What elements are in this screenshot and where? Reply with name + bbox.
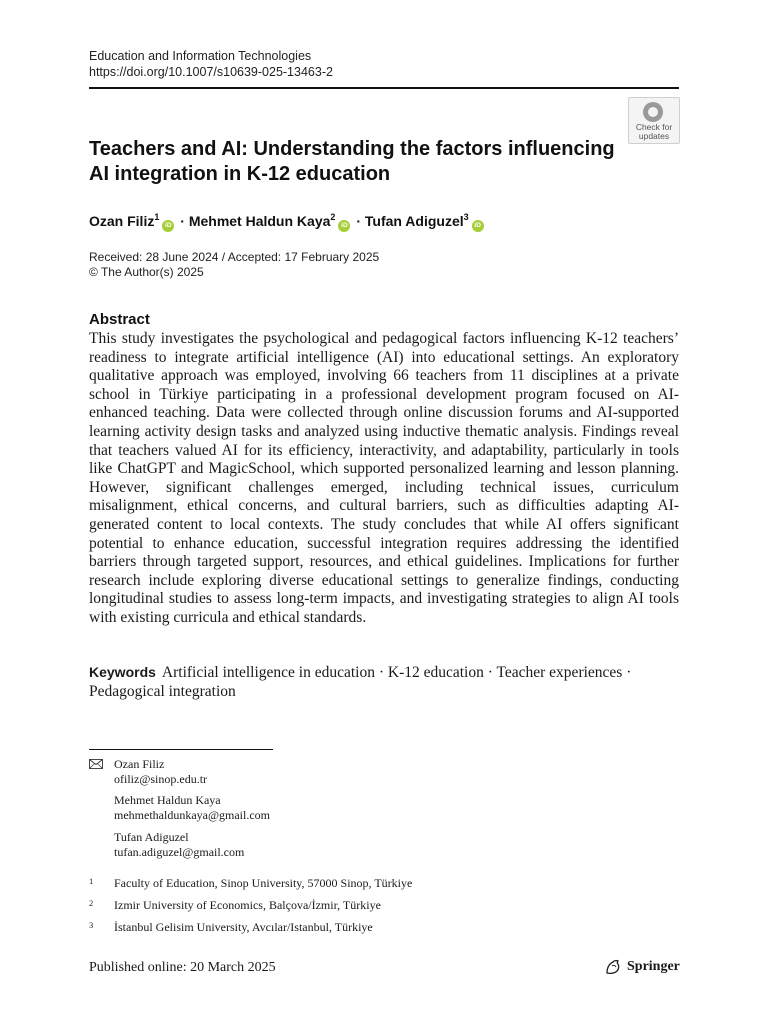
- footnote-rule: [89, 749, 273, 750]
- orcid-icon[interactable]: iD: [472, 220, 484, 232]
- check-for-updates-badge[interactable]: [628, 97, 680, 144]
- contact-email[interactable]: mehmethaldunkaya@gmail.com: [114, 807, 271, 822]
- affiliation-text: İstanbul Gelisim University, Avcılar/Istanbul, Türkiye: [114, 920, 373, 934]
- keywords-block: [89, 663, 679, 701]
- affiliation-number: 3: [89, 920, 94, 930]
- author-separator: ·: [180, 213, 185, 229]
- author-name: Mehmet Haldun Kaya: [188, 213, 331, 229]
- journal-header: [89, 48, 333, 80]
- orcid-icon[interactable]: iD: [338, 220, 350, 232]
- doi-link[interactable]: https://doi.org/10.1007/s10639-025-13463-2: [89, 65, 333, 79]
- affiliation-number: 1: [89, 876, 94, 886]
- contact-entry: [114, 757, 207, 786]
- paper-title: Teachers and AI: Understanding the factors influencing AI integration in K-12 education: [89, 138, 615, 185]
- contact-entry: [114, 830, 244, 859]
- keywords-label: Keywords: [89, 664, 156, 680]
- abstract-heading: Abstract: [89, 311, 150, 328]
- publisher-name: Springer: [627, 959, 680, 974]
- copyright: © The Author(s) 2025: [89, 265, 204, 279]
- abstract-text: This study investigates the psychological and pedagogical factors influencing K-12 teachers’ readiness to integrate artificial intelligence (AI) into educational settings. An exploratory qualitative approach was employed, involving 66 teachers from 11 disciplines at a private school in Türkiye participating in a professional development program focused on AI-enhanced teaching. Data were collected through online discussion forums and AI-supported learning activity design tasks and analyzed using inductive thematic analysis. Findings reveal that teachers valued AI for its efficiency, interactivity, and adaptability, particularly in tools like ChatGPT and MagicSchool, which supported personalized learning and lesson planning. However, significant challenges emerged, including technical issues, curriculum misalignment, ethical concerns, and cultural barriers, such as difficulties adapting AI-generated content to local contexts. The study concludes that while AI offers significant potential to enhance education, successful integration requires addressing the identified barriers through targeted support, resources, and ethical guidelines. Implications for further research include exploring diverse educational settings to generalize findings, conducting longitudinal studies to assess long-term impacts, and investigating strategies to align AI tools with existing curricula and ethical standards.: [89, 330, 679, 626]
- author-affiliation-mark: 3: [463, 212, 469, 222]
- springer-horse-icon: [604, 959, 622, 975]
- contact-email[interactable]: tufan.adiguzel@gmail.com: [114, 844, 245, 859]
- affiliation-text: Izmir University of Economics, Balçova/İzmir, Türkiye: [114, 898, 381, 912]
- contact-name: Ozan Filiz: [114, 757, 165, 771]
- header-rule: [89, 87, 679, 89]
- contact-name: Mehmet Haldun Kaya: [114, 793, 221, 807]
- journal-name: Education and Information Technologies: [89, 49, 312, 63]
- publication-dates: [89, 250, 379, 280]
- contact-name: Tufan Adiguzel: [114, 830, 189, 844]
- springer-logo: [604, 959, 680, 975]
- author-name: Ozan Filiz: [89, 213, 155, 229]
- update-icon: [643, 102, 663, 122]
- author-list: [89, 207, 486, 232]
- affiliation-number: 2: [89, 898, 94, 908]
- author-name: Tufan Adiguzel: [364, 213, 464, 229]
- author-separator: ·: [356, 213, 361, 229]
- affiliation-text: Faculty of Education, Sinop University, 57000 Sinop, Türkiye: [114, 876, 413, 890]
- badge-line-2: updates: [638, 131, 670, 141]
- badge-line-1: Check for: [635, 122, 673, 132]
- published-online: Published online: 20 March 2025: [89, 960, 276, 975]
- author-affiliation-mark: 2: [330, 212, 336, 222]
- orcid-icon[interactable]: iD: [162, 220, 174, 232]
- author-affiliation-mark: 1: [154, 212, 160, 222]
- contact-entry: [114, 793, 270, 822]
- contact-email[interactable]: ofiliz@sinop.edu.tr: [114, 771, 208, 786]
- received-accepted: Received: 28 June 2024 / Accepted: 17 February 2025: [89, 250, 380, 264]
- envelope-icon: [89, 759, 103, 769]
- keywords-text: Artificial intelligence in education · K-12 education · Teacher experiences · Pedagogical integration: [89, 664, 632, 700]
